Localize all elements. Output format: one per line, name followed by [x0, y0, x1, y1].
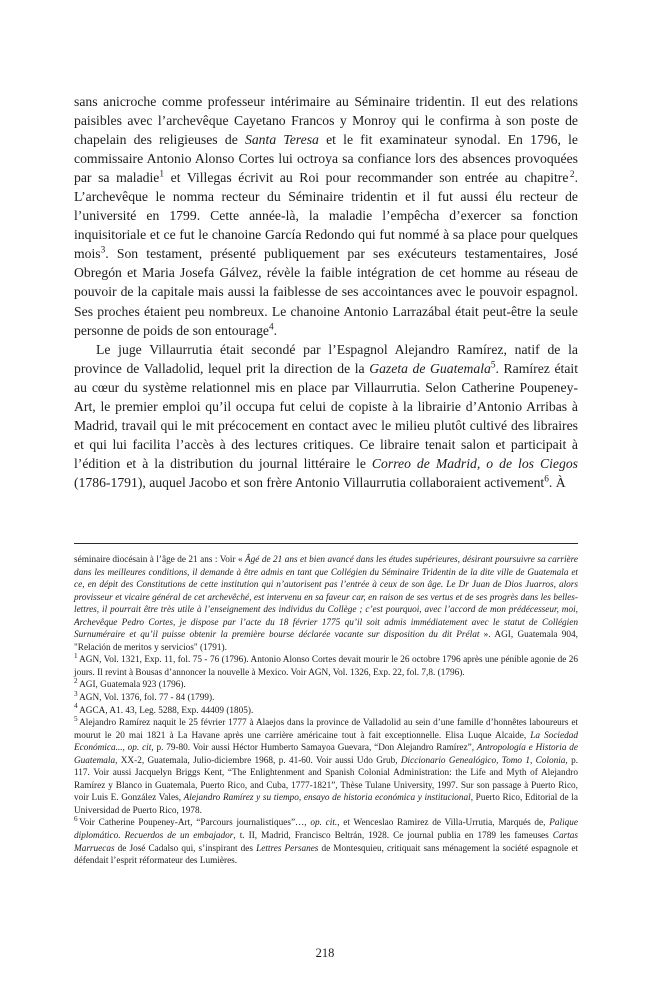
text-run: et le fit examinateur synodal. En 1796, le commissaire Antonio Alonso Cortes lui octroya sa confiance lors des absences provoquées par sa maladie	[74, 132, 579, 186]
text-run: Alejandro Ramírez naquit le 25 février 1777 à Alaejos dans la province de Valladolid au sein d’une famille d’honnêtes laboureurs et mourut le 20 mai 1821 à La Havane après une carrière américaine tout à fait exceptionnelle. Elisa Luque Alcaide,	[74, 718, 578, 741]
italic-run: Alejandro Ramírez y su tiempo, ensayo de historia económica y institucional	[183, 793, 471, 804]
text-run: , Puerto Rico, Editorial de la Universidad de Puerto Rico, 1978.	[74, 793, 578, 816]
footnote-item	[74, 654, 578, 679]
page-number: 218	[315, 946, 335, 960]
text-run: . Son testament, présenté publiquement par ses exécuteurs testamentaires, José Obregón et Maria Josefa Gálvez, révèle la faible intégration de cet homme au réseau de pouvoir de la capitale mais aussi la faiblesse de ses accointances avec le pouvoir espagnol. Ses proches étaient peu nombreux. Le chanoine Antonio Larrazábal était peut-être la seule personne de poids de son entourage	[74, 246, 578, 338]
footnote-block	[74, 554, 578, 868]
text-run: sans anicroche comme professeur intérimaire au Séminaire tridentin. Il eut des relations paisibles avec l’archevêque Cayetano Francos y Monroy qui le confirma à son poste de chapelain des religieuses de	[74, 94, 578, 148]
text-run: , t. II, Madrid, Francisco Beltrán, 1928. Ce journal publia en 1789 les fameuses	[233, 831, 553, 842]
text-run: et Villegas écrivit au Roi pour recommander son entrée au chapitre	[164, 170, 569, 186]
footnote-reference: 5	[490, 360, 496, 371]
text-run: de Montesquieu, critiquait sans ménagement la société espagnole et défendait l’esprit réformateur des Lumières.	[74, 843, 578, 867]
footnote-reference: 1	[159, 169, 165, 180]
footnote-marker: 4	[74, 702, 78, 711]
italic-run: Cartas Marruecas	[74, 831, 578, 854]
footnote-marker: 5	[74, 715, 78, 724]
footnote-item	[74, 717, 578, 817]
footnote-marker: 1	[74, 652, 78, 661]
footnote-item	[74, 679, 578, 692]
page-content	[74, 92, 578, 492]
italic-run: La Sociedad Económica..., op. cit,	[74, 730, 578, 754]
footnote-reference: 4	[269, 322, 274, 332]
text-run: AGI, Guatemala 923 (1796).	[79, 680, 186, 691]
italic-run: Correo de Madrid, o de los Ciegos	[371, 455, 578, 471]
text-run: AGN, Vol. 1376, fol. 77 - 84 (1799).	[79, 693, 215, 704]
text-run: p. 79-80. Voir aussi Héctor Humberto Samayoa Guevara, “Don Alejandro Ramírez”,	[153, 743, 477, 754]
italic-run: Âgé de 21 ans et bien avancé dans les études supérieures, désirant poursuivre sa carrière dans les meilleures conditions, il demande à être admis en tant que Collégien du Séminaire Tridentin de la dite ville de Guatemala et ce, en dépit des Constitutions de cette institution qui n’autorisent pas l’entrée à ceux de son âge. Le Dr Juan de Dios Juarros, alors provisseur et vicaire général de cet archevêché, est intervenu en sa faveur car, en raison de ses vertus et de ses progrès dans les belles-lettres, il pourrait être très utile à l’enseignement des individus du Collège ; c’est pourquoi, avec l’accord de mon prédécesseur, moi, Archevêque Pedro Cortes, je dispose par l’acte du 18 février 1775 qu’il soit admis immédiatement avec le statut de Collégien Surnuméraire et qu’il puisse obtenir la première bourse déclarée vacante sur disposition du dit Prélat	[74, 555, 578, 641]
text-run: de José Cadalso qui, s’inspirant des	[114, 843, 257, 854]
text-run: séminaire diocésain à l’âge de 21 ans : Voir «	[74, 555, 246, 565]
footnote-item	[74, 689, 578, 705]
footnote-marker: 2	[74, 677, 78, 686]
footnote-reference: 3	[100, 245, 106, 256]
footnote-marker: 3	[74, 689, 78, 698]
text-run: AGCA, A1. 43, Leg. 5288, Exp. 44409 (1805).	[79, 705, 254, 716]
text-run: (1786-1791), auquel Jacobo et son frère Antonio Villaurrutia collaboraient activement	[74, 474, 545, 490]
body-text-column	[74, 92, 578, 492]
text-run: , XX-2, Guatemala, Julio-diciembre 1968, p. 41-60. Voir aussi Udo Grub,	[115, 755, 401, 766]
italic-run: op. cit.	[310, 818, 338, 829]
text-run: Le juge Villaurrutia était secondé par l’Espagnol Alejandro Ramírez, natif de la province de Valladolid, lequel prit la direction de la	[74, 341, 578, 376]
italic-run: Antropología e Historia de Guatemala	[74, 743, 579, 766]
text-run: ». AGI, Guatemala 904, "Relación de meritos y servicios" (1791).	[74, 630, 578, 653]
footnote-continuation	[74, 554, 578, 654]
footnote-item	[74, 702, 578, 718]
text-run: Voir Catherine Poupeney-Art, “Parcours journalistiques”…,	[79, 818, 311, 829]
text-run: . L’archevêque le nomma recteur du Séminaire tridentin et il fut aussi élu recteur de l’université en 1799. Cette année-là, la maladie l’empêcha d’exercer sa fonction inquisitoriale et ce fut le chanoine García Redondo qui fut nommé à sa place pour quelques mois	[74, 170, 578, 262]
body-paragraph	[74, 340, 578, 492]
body-paragraph	[74, 92, 578, 340]
footnote-separator-rule	[74, 543, 578, 544]
italic-run: Diccionario Genealógico, Tomo 1, Colonia,	[400, 755, 568, 766]
text-run: AGN, Vol. 1321, Exp. 11, fol. 75 - 76 (1796). Antonio Alonso Cortes devait mourir le 26 octobre 1796 après une pénible agonie de 26 jours. Il revint à Bousas d’annoncer la nouvelle à Mexico. Voir AGN, Vol. 1326, Exp. 22, fol. 7,8. (1796).	[74, 655, 578, 678]
footnote-marker: 6	[74, 815, 78, 824]
italic-run: Santa Teresa	[244, 132, 319, 148]
italic-run: Palique diplomático. Recuerdos de un embajador	[74, 818, 578, 842]
italic-run: Gazeta de Guatemala	[369, 360, 491, 376]
footnote-reference: 6	[544, 474, 549, 485]
text-run: , et Wenceslao Ramirez de Villa-Urrutia, Marqués de,	[337, 818, 550, 829]
footnote-reference: 2	[569, 169, 575, 180]
text-run: .	[273, 322, 278, 338]
footnote-item	[74, 817, 578, 867]
text-run: . Ramírez était au cœur du système relationnel mis en place par Villaurrutia. Selon Catherine Poupeney-Art, le premier emploi qu’il occupa fut celui de copiste à la librairie d’Antonio Arribas à Madrid, travail qui le mit précocement en contact avec le milieu plutôt cultivé des libraires et qui lui facilita l’accès à des lectures critiques. Ce libraire tenait salon et participait à l’édition et à la distribution du journal littéraire le	[74, 360, 579, 471]
italic-run: Lettres Persanes	[256, 843, 319, 854]
text-run: . À	[548, 474, 566, 490]
text-run: p. 117. Voir aussi Jacquelyn Briggs Kent, “The Enlightenment and Spanish Colonial Administration: the Life and Myth of Alejandro Ramírez y Blanco in Guatemala, Puerto Rico, and Cuba, 1777-1821”, Thèse Tulane University, 1997. Sur son passage à Puerto Rico, voir Luis E. González Vales,	[74, 755, 579, 804]
